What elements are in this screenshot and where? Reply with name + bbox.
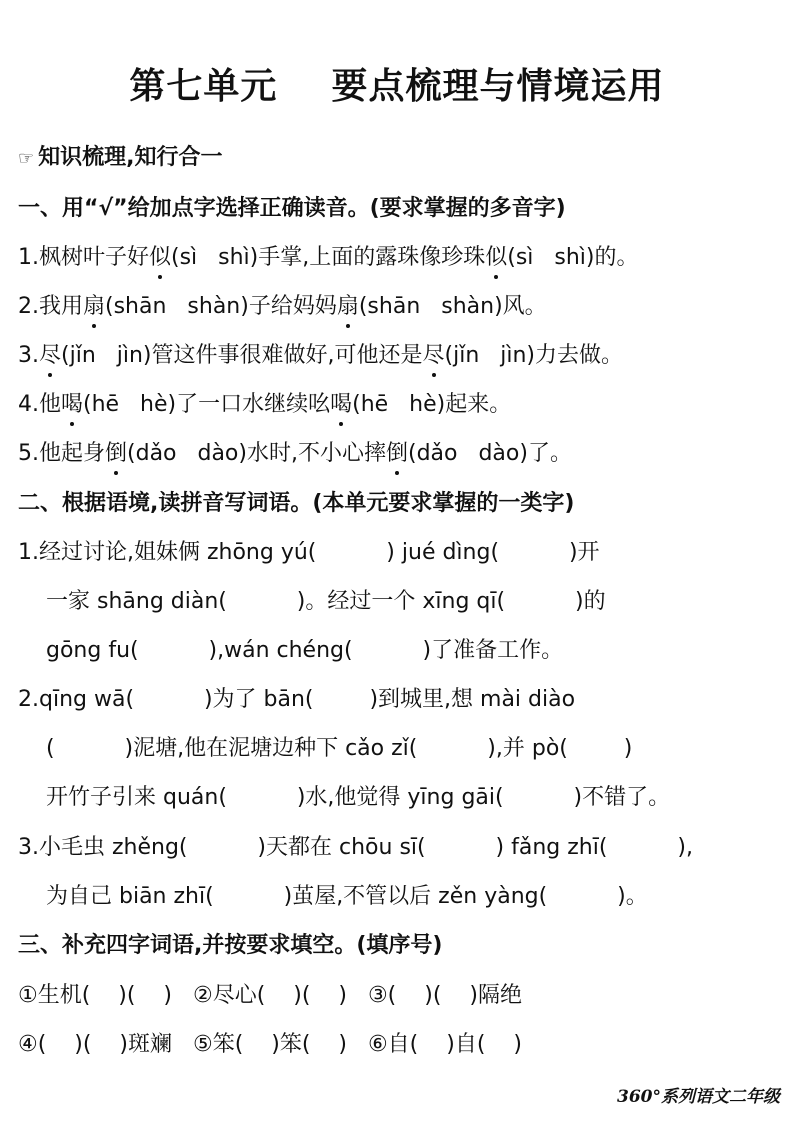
- pointing-hand-icon: ☞: [18, 148, 35, 169]
- dotted-char: 似: [149, 242, 171, 274]
- dotted-char: 尽: [39, 340, 61, 372]
- exercise-line: [18, 389, 511, 421]
- dotted-char: 尽: [423, 340, 445, 372]
- exercise-line: [18, 438, 572, 470]
- text-segment: (shān shàn)子给妈妈: [105, 294, 337, 319]
- text-segment: (hē hè)了一口水继续吆: [83, 392, 331, 417]
- fill-line: 2.qīng wā( )为了 bān( )到城里,想 mài diào: [18, 687, 576, 712]
- text-segment: 1.枫树叶子好: [18, 245, 149, 270]
- exercise-line: [18, 340, 623, 372]
- dotted-char: 似: [485, 242, 507, 274]
- fill-line: 为自己 biān zhī( )茧屋,不管以后 zěn yàng( )。: [46, 884, 648, 909]
- text-segment: (hē hè)起来。: [352, 392, 512, 417]
- fill-line: gōng fu( ),wán chéng( )了准备工作。: [46, 638, 564, 663]
- dotted-char: 扇: [337, 291, 359, 323]
- section2-heading: 二、根据语境,读拼音写词语。(本单元要求掌握的一类字): [18, 491, 575, 516]
- text-segment: (sì shì)手掌,上面的露珠像珍珠: [171, 245, 486, 270]
- section1-heading: 一、用“√”给加点字选择正确读音。(要求掌握的多音字): [18, 196, 566, 221]
- text-segment: (dǎo dào)水时,不小心摔: [127, 441, 386, 466]
- text-segment: (dǎo dào)了。: [407, 441, 572, 466]
- fill-line: ( )泥塘,他在泥塘边种下 cǎo zǐ( ),并 pò( ): [46, 736, 633, 761]
- exercise-line: [18, 242, 639, 274]
- text-segment: 5.他起身: [18, 441, 105, 466]
- exercise-line: [18, 291, 547, 323]
- text-segment: (shān shàn)风。: [358, 294, 547, 319]
- intro-heading-text: 知识梳理,知行合一: [38, 145, 223, 170]
- fill-line: 3.小毛虫 zhěng( )天都在 chōu sī( ) fǎng zhī( ),: [18, 835, 693, 860]
- dotted-char: 喝: [330, 389, 352, 421]
- idiom-line: ④( )( )斑斓 ⑤笨( )笨( ) ⑥自( )自( ): [18, 1032, 522, 1057]
- fill-line: 一家 shāng diàn( )。经过一个 xīng qī( )的: [46, 589, 606, 614]
- text-segment: 3.: [18, 343, 39, 368]
- fill-line: 1.经过讨论,姐妹俩 zhōng yú( ) jué dìng( )开: [18, 540, 600, 565]
- dotted-char: 倒: [386, 438, 408, 470]
- dotted-char: 倒: [105, 438, 127, 470]
- page-title: 第七单元 要点梳理与情境运用: [129, 66, 665, 107]
- text-segment: 2.我用: [18, 294, 83, 319]
- text-segment: (jǐn jìn)力去做。: [444, 343, 623, 368]
- intro-heading: [18, 142, 223, 175]
- text-segment: 4.他: [18, 392, 61, 417]
- fill-line: 开竹子引来 quán( )水,他觉得 yīng gāi( )不错了。: [46, 785, 671, 810]
- text-segment: (jǐn jìn)管这件事很难做好,可他还是: [61, 343, 423, 368]
- dotted-char: 喝: [61, 389, 83, 421]
- dotted-char: 扇: [83, 291, 105, 323]
- footer-series-label: 360°系列语文二年级: [617, 1087, 780, 1107]
- section3-heading: 三、补充四字词语,并按要求填空。(填序号): [18, 933, 443, 958]
- text-segment: (sì shì)的。: [507, 245, 639, 270]
- idiom-line: ①生机( )( ) ②尽心( )( ) ③( )( )隔绝: [18, 983, 522, 1008]
